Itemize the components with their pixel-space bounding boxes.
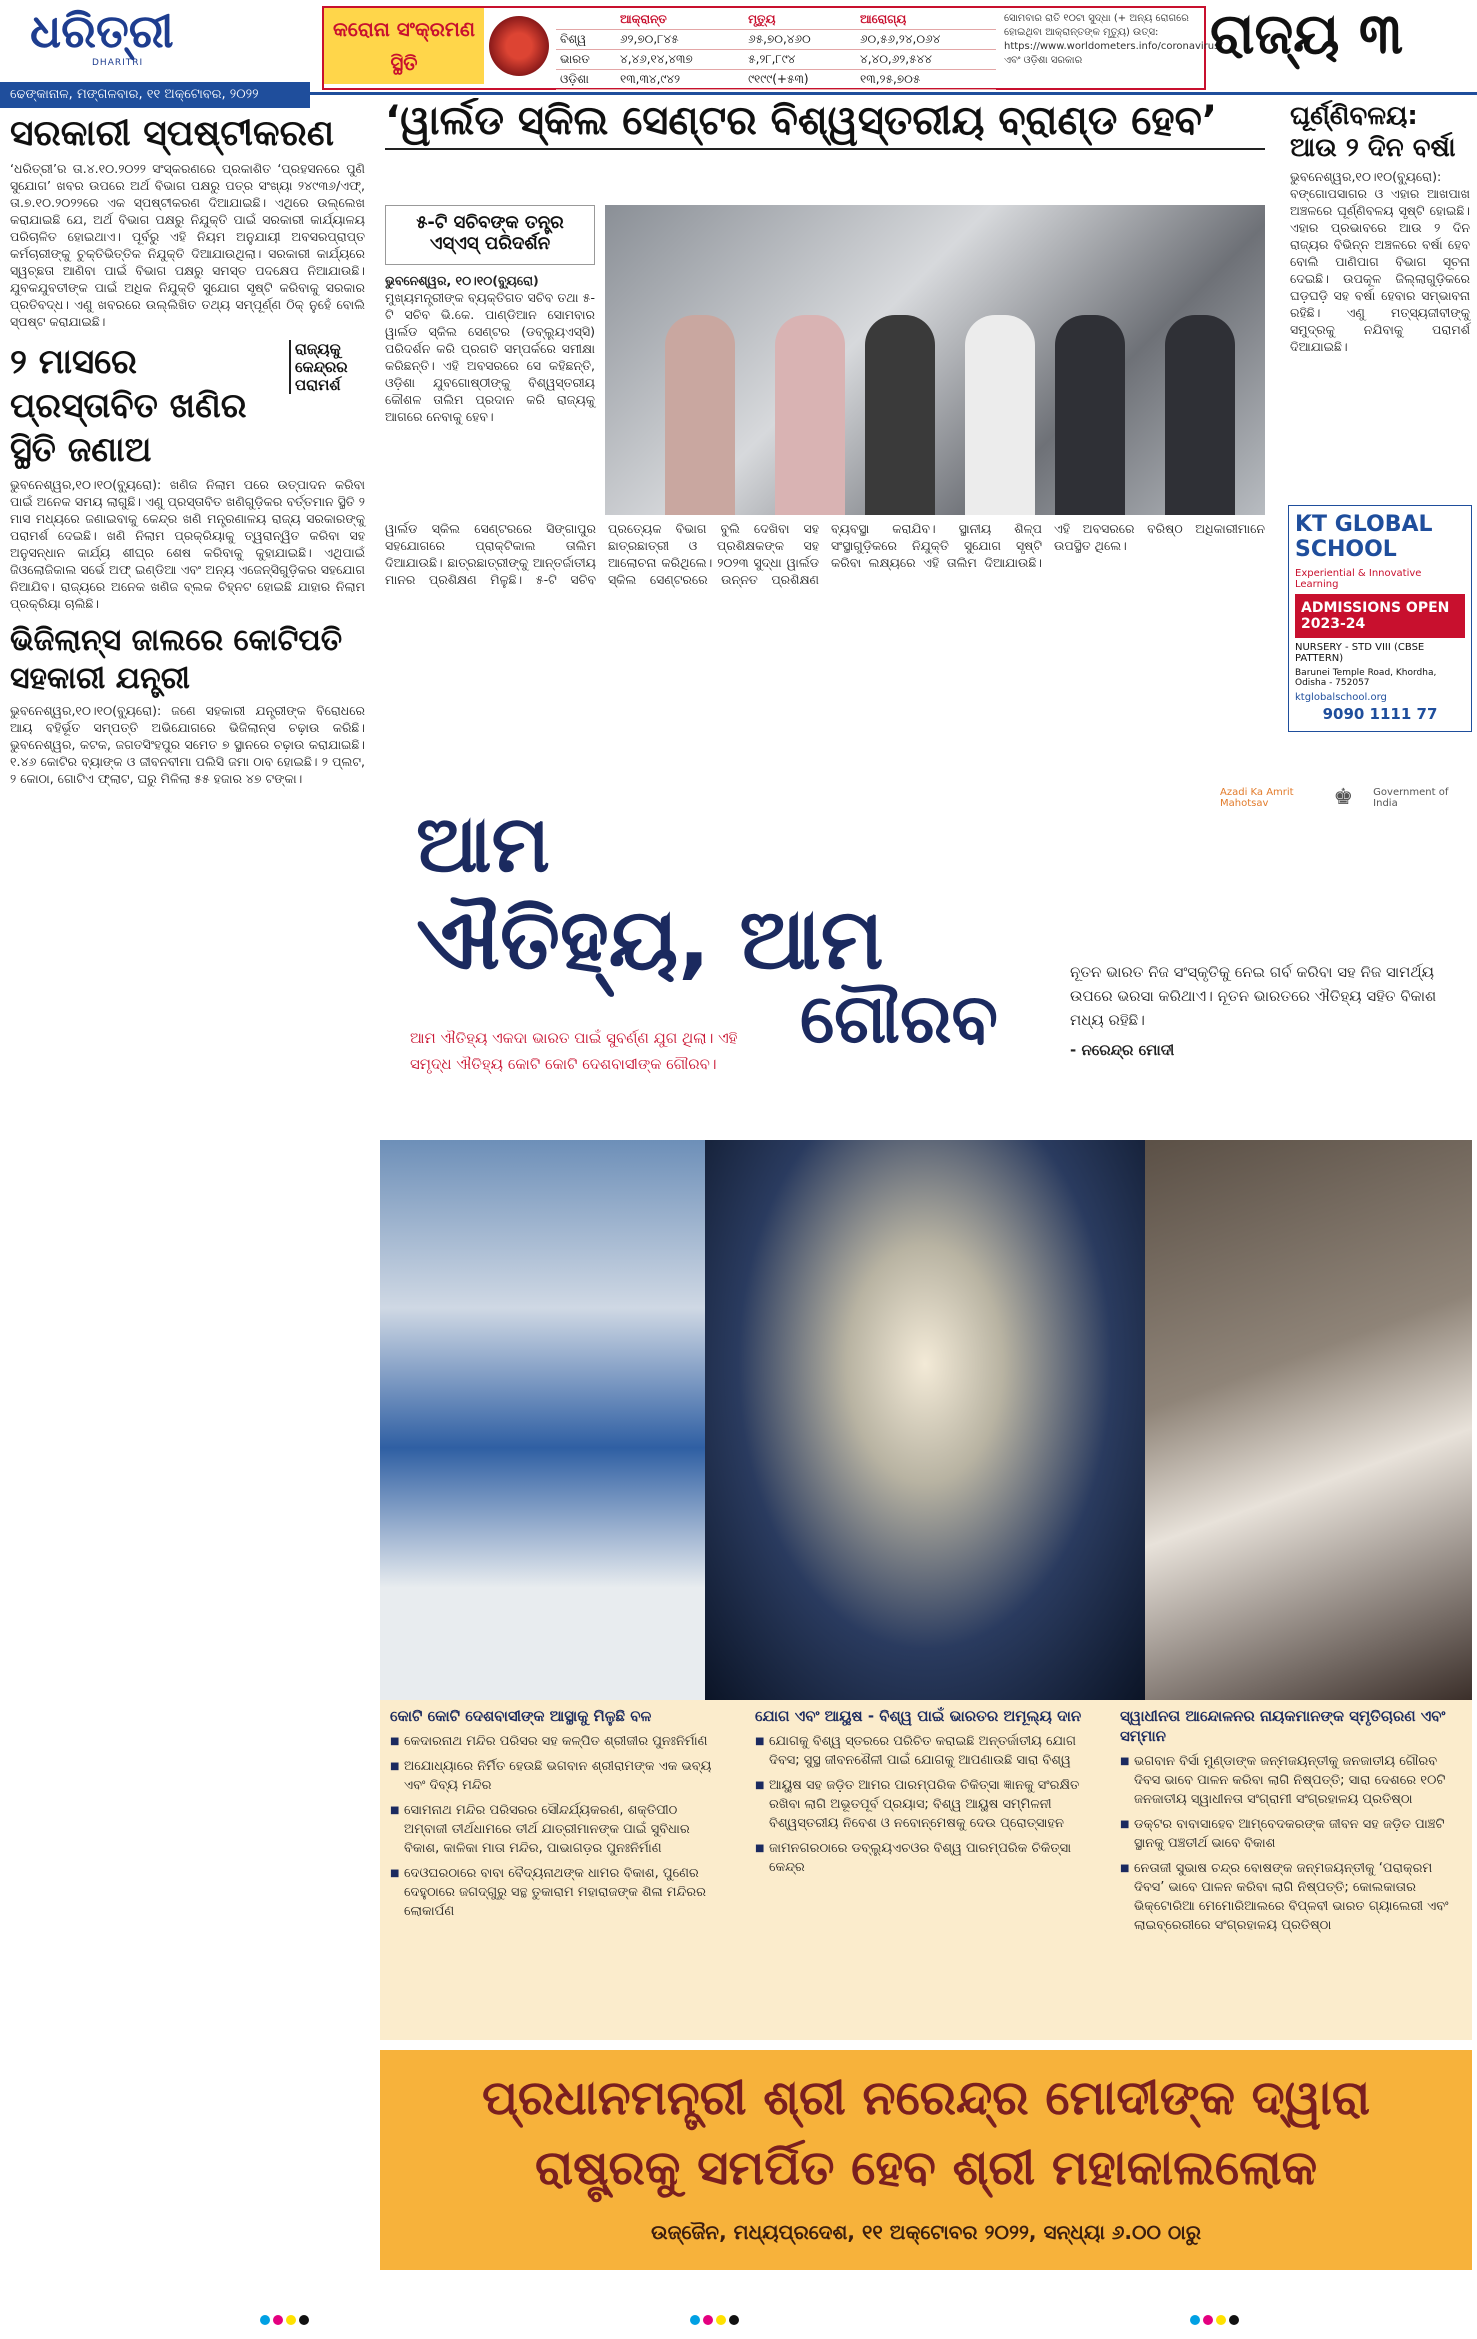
ad-phone: 9090 1111 77	[1322, 705, 1438, 723]
ad-website: ktglobalschool.org	[1295, 692, 1387, 703]
article-dateline: ଭୁବନେଶ୍ୱର, ୧୦।୧୦(ବ୍ୟୁରୋ)	[385, 273, 539, 288]
ad-headline: ଆମ	[416, 800, 550, 890]
gov-india-label: Government of India	[1373, 786, 1449, 809]
print-registration-marks	[0, 2310, 1477, 2330]
list-item: ■ ଭଗବାନ ବିର୍ସା ମୁଣ୍ଡାଙ୍କ ଜନ୍ମଜୟନ୍ତୀକୁ ଜନଜାତୀୟ ଗୌରବ ଦିବସ ଭାବେ ପାଳନ କରିବା ଲାଗି ନିଷ୍ପତ୍ତି; ସାରା ଦେଶରେ ୧୦ଟି ଜନଜାତୀୟ ସ୍ୱାଧୀନତା ସଂଗ୍ରାମୀ ସଂଗ୍ରହାଳୟ ପ୍ରତିଷ୍ଠା	[1120, 1752, 1455, 1809]
article-headline: ଘୂର୍ଣ୍ଣିବଳୟ: ଆଉ ୨ ଦିନ ବର୍ଷା	[1290, 101, 1456, 163]
ad-admissions: ADMISSIONS OPEN 2023-24	[1295, 594, 1465, 638]
achievement-column	[745, 1700, 1100, 2040]
mahakal-banner	[380, 2050, 1472, 2270]
column-title: ଯୋଗ ଏବଂ ଆୟୁଷ - ବିଶ୍ୱ ପାଇଁ ଭାରତର ଅମୂଲ୍ୟ ଦାନ	[755, 1707, 1082, 1725]
article-body: ଭୁବନେଶ୍ୱର,୧୦।୧୦(ବ୍ୟୁରୋ): ଖଣିଜ ନିଲାମ ପରେ ଉତ୍ପାଦନ କରିବା ପାଇଁ ଅନେକ ସମୟ ଲାଗୁଛି। ଏଣୁ ପ୍ରସ୍ତାବିତ ଖଣିଗୁଡ଼ିକର ବର୍ତ୍ତମାନ ସ୍ଥିତି ୨ ମାସ ମଧ୍ୟରେ ଜଣାଇବାକୁ କେନ୍ଦ୍ର ଖଣି ମନ୍ତ୍ରଣାଳୟ ରାଜ୍ୟ ସରକାରଙ୍କୁ ପରାମର୍ଶ ଦେଇଛି। ଖଣି ନିଲାମ ପ୍ରକ୍ରିୟାକୁ ତ୍ୱରାନ୍ୱିତ କରିବା ସହ ଅନୁସନ୍ଧାନ କାର୍ଯ୍ୟ ଶୀଘ୍ର ଶେଷ କରିବାକୁ କୁହାଯାଇଛି। ଏଥିପାଇଁ ଜିଓଲୋଜିକାଲ ସର୍ଭେ ଅଫ୍ ଇଣ୍ଡିଆ ଏବଂ ଅନ୍ୟ ଏଜେନ୍ସିଗୁଡ଼ିକର ସହଯୋଗ ନିଆଯିବ। ରାଜ୍ୟରେ ଅନେକ ଖଣିଜ ବ୍ଲକ ଚିହ୍ନଟ ହୋଇଛି ଯାହାର ନିଲାମ ପ୍ରକ୍ରିୟା ଚାଲିଛି।	[10, 477, 365, 611]
article-headline: ସରକାରୀ ସ୍ପଷ୍ଟୀକରଣ	[10, 113, 335, 154]
achievements-columns	[380, 1700, 1472, 2040]
list-item: ■ ଦେଓଘରଠାରେ ବାବା ବୈଦ୍ୟନାଥଙ୍କ ଧାମର ବିକାଶ, ପୁଣେର ଦେହୁଠାରେ ଜଗଦ୍‌ଗୁରୁ ସନ୍ଥ ତୁକାରାମ ମହାରାଜଙ୍କ ଶିଳା ମନ୍ଦିରର ଲୋକାର୍ପଣ	[390, 1864, 725, 1921]
covid-header: ମୃତ୍ୟୁ	[744, 10, 856, 30]
covid-cell: ୫,୨୮,୮୯୪	[744, 50, 856, 70]
ad-headline: ଐତିହ୍ୟ, ଆମ	[416, 890, 884, 988]
ad-address: Barunei Temple Road, Khordha, Odisha - 752057	[1295, 668, 1437, 688]
government-advertisement	[380, 760, 1472, 2285]
article-kicker: ରାଜ୍ୟକୁ କେନ୍ଦ୍ରର ପରାମର୍ଶ	[289, 340, 365, 394]
covid-row	[556, 70, 996, 90]
ad-subtext: ଆମ ଐତିହ୍ୟ ଏକଦା ଭାରତ ପାଇଁ ସୁବର୍ଣ୍ଣ ଯୁଗ ଥିଲା। ଏହି ସମୃଦ୍ଧ ଐତିହ୍ୟ କୋଟି କୋଟି ଦେଶବାସୀଙ୍କ ଗୌରବ।	[410, 1029, 738, 1073]
azadi-logo: Azadi Ka Amrit Mahotsav	[1220, 786, 1294, 809]
left-column	[10, 112, 365, 787]
article-body: ଭୁବନେଶ୍ୱର,୧୦।୧୦(ବ୍ୟୁରୋ): ବଙ୍ଗୋପସାଗର ଓ ଏହାର ଆଖପାଖ ଅଞ୍ଚଳରେ ଘୂର୍ଣ୍ଣିବଳୟ ସୃଷ୍ଟି ହୋଇଛି। ଏହାର ପ୍ରଭାବରେ ଆଉ ୨ ଦିନ ରାଜ୍ୟର ବିଭିନ୍ନ ଅଞ୍ଚଳରେ ବର୍ଷା ହେବ ବୋଲି ପାଣିପାଗ ବିଭାଗ ସୂଚନା ଦେଇଛି। ଉପକୂଳ ଜିଲ୍ଲାଗୁଡ଼ିକରେ ଘଡ଼ଘଡ଼ି ସହ ବର୍ଷା ହେବାର ସମ୍ଭାବନା ରହିଛି। ଏଣୁ ମତ୍ସ୍ୟଜୀବୀଙ୍କୁ ସମୁଦ୍ରକୁ ନଯିବାକୁ ପରାମର୍ଶ ଦିଆଯାଇଛି।	[1290, 169, 1470, 354]
article-headline: ଭିଜିଲାନ୍ସ ଜାଲରେ କୋଟିପତି ସହକାରୀ ଯନ୍ତ୍ରୀ	[10, 623, 343, 696]
achievement-column	[380, 1700, 735, 2040]
covid-cell: ବିଶ୍ୱ	[556, 30, 616, 50]
covid-cell: ୬୫,୭୦,୪୬୦	[744, 30, 856, 50]
banner-line: ରାଷ୍ଟ୍ରକୁ ସମର୍ପିତ ହେବ ଶ୍ରୀ ମହାକାଲଲୋକ	[534, 2140, 1318, 2196]
article-body: ମୁଖ୍ୟମନ୍ତ୍ରୀଙ୍କ ବ୍ୟକ୍ତିଗତ ସଚିବ ତଥା ୫-ଟି ସଚିବ ଭି.କେ. ପାଣ୍ଡିଆନ ସୋମବାର ୱାର୍ଲଡ ସ୍କିଲ ସେଣ୍ଟର (ଡବ୍ଲ୍ୟୁଏସ୍‌ସି) ପରିଦର୍ଶନ କରି ପ୍ରଗତି ସମ୍ପର୍କରେ ସମୀକ୍ଷା କରିଛନ୍ତି। ଏହି ଅବସରରେ ସେ କହିଛନ୍ତି, ଓଡ଼ିଶା ଯୁବଗୋଷ୍ଠୀଙ୍କୁ ବିଶ୍ୱସ୍ତରୀୟ କୌଶଳ ତାଲିମ ପ୍ରଦାନ କରି ରାଜ୍ୟକୁ ଆଗରେ ନେବାକୁ ହେବ।	[385, 290, 595, 424]
dateline: ଢେଙ୍କାନାଳ, ମଙ୍ଗଳବାର, ୧୧ ଅକ୍ଟୋବର, ୨୦୨୨	[0, 82, 310, 108]
school-advertisement[interactable]	[1288, 505, 1472, 732]
ad-tagline: Experiential & Innovative Learning	[1295, 568, 1422, 590]
masthead	[0, 0, 1477, 95]
quote-text: ନୂତନ ଭାରତ ନିଜ ସଂସ୍କୃତିକୁ ନେଇ ଗର୍ବ କରିବା ସହ ନିଜ ସାମର୍ଥ୍ୟ ଉପରେ ଭରସା କରିଥାଏ। ନୂତନ ଭାରତରେ ଐତିହ୍ୟ ସହିତ ବିକାଶ ମଧ୍ୟ ରହିଛି।	[1070, 963, 1437, 1029]
article-column	[385, 272, 595, 425]
covid-row	[556, 50, 996, 70]
column-title: ସ୍ୱାଧୀନତା ଆନ୍ଦୋଳନର ନାୟକମାନଙ୍କ ସ୍ମୃତିଚାରଣ ଏବଂ ସମ୍ମାନ	[1120, 1707, 1446, 1745]
covid-header: ଆରୋଗ୍ୟ	[856, 10, 996, 30]
skill-center-photo	[605, 205, 1265, 515]
column-title: କୋଟି କୋଟି ଦେଶବାସୀଙ୍କ ଆସ୍ଥାକୁ ମିଳୁଛି ବଳ	[390, 1707, 652, 1725]
ad-school-name: KT GLOBAL SCHOOL	[1295, 512, 1433, 562]
covid-cell: ୯୧୯୯(+୫୩)	[744, 70, 856, 90]
covid-status-box	[322, 6, 1223, 90]
achievement-column	[1110, 1700, 1465, 2040]
list-item: ■ କେଦାରନାଥ ମନ୍ଦିର ପରିସର ସହ କଳ୍ପିତ ଶ୍ରୀଜୀର ପୁନଃନିର୍ମାଣ	[390, 1732, 725, 1751]
covid-header: ଆକ୍ରାନ୍ତ	[616, 10, 744, 30]
covid-title: କରୋନା ସଂକ୍ରମଣ ସ୍ଥିତି	[324, 8, 484, 84]
covid-cell: ୬୦,୫୬,୨୪,୦୬୪	[856, 30, 996, 50]
shiva-statue-photo	[705, 1140, 1145, 1700]
covid-cell: ୧୩,୩୪,୯୪୨	[616, 70, 744, 90]
quote-author: - ନରେନ୍ଦ୍ର ମୋଦୀ	[1070, 1041, 1175, 1059]
list-item: ■ ଜାମନଗରଠାରେ ଡବ୍ଲ୍ୟୁଏଚଓର ବିଶ୍ୱ ପାରମ୍ପରିକ ଚିକିତ୍ସା କେନ୍ଦ୍ର	[755, 1839, 1090, 1877]
banner-event-details: ଉଜ୍ଜୈନ, ମଧ୍ୟପ୍ରଦେଶ, ୧୧ ଅକ୍ଟୋବର ୨୦୨୨, ସନ୍ଧ୍ୟା ୬.୦୦ ଠାରୁ	[650, 2220, 1201, 2244]
ad-headline: ଗୌରବ	[800, 980, 998, 1059]
covid-header	[556, 10, 616, 30]
article-body: ‘ଧରିତ୍ରୀ’ର ତା.୪.୧୦.୨୦୨୨ ସଂସ୍କରଣରେ ପ୍ରକାଶିତ ‘ପ୍ରହସନରେ ପୁଣି ସୁଯୋଗ’ ଖବର ଉପରେ ଅର୍ଥ ବିଭାଗ ପକ୍ଷରୁ ପତ୍ର ସଂଖ୍ୟା ୨୪୯୩୬/ଏଫ୍, ତା.୭.୧୦.୨୦୨୨ରେ ଏକ ସ୍ପଷ୍ଟୀକରଣ ଦିଆଯାଇଛି। ଏଥିରେ ଉଲ୍ଲେଖ କରାଯାଇଛି ଯେ, ଅର୍ଥ ବିଭାଗ ପକ୍ଷରୁ ନିଯୁକ୍ତି ପାଇଁ ସରକାରୀ କାର୍ଯ୍ୟାଳୟ ପରିଚାଳିତ ହୋଇଥାଏ। ପୂର୍ବରୁ ଏହି ନିୟମ ଅନୁଯାୟୀ ଅବସରପ୍ରାପ୍ତ କର୍ମଚାରୀଙ୍କୁ ଚୁକ୍ତିଭିତ୍ତିକ ନିଯୁକ୍ତି ଦିଆଯାଉଥିଲା। ସରକାରୀ କାର୍ଯ୍ୟରେ ସ୍ୱଚ୍ଛତା ଆଣିବା ପାଇଁ ବିଭାଗ ପକ୍ଷରୁ ସମସ୍ତ ପଦକ୍ଷେପ ନିଆଯାଉଛି। ଯୁବକଯୁବତୀଙ୍କ ପାଇଁ ଅଧିକ ନିଯୁକ୍ତି ସୁଯୋଗ ସୃଷ୍ଟି କରିବାକୁ ସରକାର ପ୍ରତିବଦ୍ଧ। ଏଣୁ ଖବରରେ ଉଲ୍ଲିଖିତ ତଥ୍ୟ ସମ୍ପୂର୍ଣ୍ଣ ଠିକ୍ ନୁହେଁ ବୋଲି ସ୍ପଷ୍ଟ କରାଯାଇଛି।	[10, 161, 365, 329]
list-item: ■ ଆୟୁଷ ସହ ଜଡ଼ିତ ଆମର ପାରମ୍ପରିକ ଚିକିତ୍ସା ଜ୍ଞାନକୁ ସଂରକ୍ଷିତ ରଖିବା ଲାଗି ଅଭୂତପୂର୍ବ ପ୍ରୟାସ; ବିଶ୍ୱ ଆୟୁଷ ସମ୍ମିଳନୀ ବିଶ୍ୱସ୍ତରୀୟ ନିବେଶ ଓ ନବୋନ୍ମେଷକୁ ଦେଉ ପ୍ରୋତ୍ସାହନ	[755, 1776, 1090, 1833]
list-item: ■ ଅଯୋଧ୍ୟାରେ ନିର୍ମିତ ହେଉଛି ଭଗବାନ ଶ୍ରୀରାମଙ୍କ ଏକ ଭବ୍ୟ ଏବଂ ଦିବ୍ୟ ମନ୍ଦିର	[390, 1757, 725, 1795]
right-column	[1290, 100, 1470, 355]
covid-cell: ଓଡ଼ିଶା	[556, 70, 616, 90]
covid-cell: ୪,୪୬,୧୪,୪୩୭	[616, 50, 744, 70]
article-subhead-box: ୫-ଟି ସଚିବଙ୍କ ତନ୍ତ୍ର ଏସ୍‌ଏସ୍ ପରିଦର୍ଶନ	[385, 205, 595, 265]
list-item: ■ ଯୋଗକୁ ବିଶ୍ୱ ସ୍ତରରେ ପରିଚିତ କରାଇଛି ଅନ୍ତର୍ଜାତୀୟ ଯୋଗ ଦିବସ; ସୁସ୍ଥ ଜୀବନଶୈଳୀ ପାଇଁ ଯୋଗକୁ ଆପଣାଉଛି ସାରା ବିଶ୍ୱ	[755, 1732, 1090, 1770]
list-item: ■ ନେତାଜୀ ସୁଭାଷ ଚନ୍ଦ୍ର ବୋଷଙ୍କ ଜନ୍ମଜୟନ୍ତୀକୁ ‘ପରାକ୍ରମ ଦିବସ’ ଭାବେ ପାଳନ କରିବା ଲାଗି ନିଷ୍ପତ୍ତି; କୋଲକାତାର ଭିକ୍ଟୋରିଆ ମେମୋରିଆଲରେ ବିପ୍ଳବୀ ଭାରତ ଗ୍ୟାଲେରୀ ଏବଂ ଲାଇବ୍ରେରୀରେ ସଂଗ୍ରହାଳୟ ପ୍ରତିଷ୍ଠା	[1120, 1859, 1455, 1935]
list-item: ■ ସୋମନାଥ ମନ୍ଦିର ପରିସରର ସୌନ୍ଦର୍ଯ୍ୟକରଣ, ଶକ୍ତିପୀଠ ଅମ୍ବାଜୀ ତୀର୍ଥଧାମରେ ତୀର୍ଥ ଯାତ୍ରୀମାନଙ୍କ ପାଇଁ ସୁବିଧାର ବିକାଶ, କାଳିକା ମାତା ମନ୍ଦିର, ପାଭାଗଡ଼ର ପୁନଃନିର୍ମାଣ	[390, 1801, 725, 1858]
newspaper-logo-sub: DHARITRI	[92, 58, 144, 68]
article-headline: ୨ ମାସରେ ପ୍ରସ୍ତାବିତ ଖଣିର ସ୍ଥିତି ଜଣାଅ	[10, 342, 247, 470]
list-item: ■ ଡକ୍ଟର ବାବାସାହେବ ଆମ୍ବେଦକରଙ୍କ ଜୀବନ ସହ ଜଡ଼ିତ ପାଞ୍ଚଟି ସ୍ଥାନକୁ ପଞ୍ଚତୀର୍ଥ ଭାବେ ବିକାଶ	[1120, 1815, 1455, 1853]
yoga-photo	[380, 1140, 705, 1700]
article-body: ଭୁବନେଶ୍ୱର,୧୦।୧୦(ବ୍ୟୁରୋ): ଜଣେ ସହକାରୀ ଯନ୍ତ୍ରୀଙ୍କ ବିରୋଧରେ ଆୟ ବହିର୍ଭୂତ ସମ୍ପତ୍ତି ଅଭିଯୋଗରେ ଭିଜିଲାନ୍ସ ଚଢ଼ାଉ କରିଛି। ଭୁବନେଶ୍ୱର, କଟକ, ଜଗତସିଂହପୁର ସମେତ ୭ ସ୍ଥାନରେ ଚଢ଼ାଉ କରାଯାଇଛି। ୧.୪୬ କୋଟିର ବ୍ୟାଙ୍କ ଓ ଜୀବନବୀମା ପଲିସି ଜମା ଠାବ ହୋଇଛି। ୨ ପ୍ଲଟ, ୨ କୋଠା, ଗୋଟିଏ ଫ୍ଲାଟ, ଘରୁ ମିଳିଲା ୫୫ ହଜାର ୪୭ ଟଙ୍କା।	[10, 703, 365, 786]
article-body: ୱାର୍ଲଡ ସ୍କିଲ ସେଣ୍ଟରରେ ସିଙ୍ଗାପୁର ସହଯୋଗରେ ପ୍ରାକ୍ଟିକାଲ ତାଲିମ ଦିଆଯାଉଛି। ଛାତ୍ରଛାତ୍ରୀଙ୍କୁ ଆନ୍ତର୍ଜାତୀୟ ମାନର ପ୍ରଶିକ୍ଷଣ ମିଳୁଛି। ୫-ଟି ସଚିବ ପ୍ରତ୍ୟେକ ବିଭାଗ ବୁଲି ଦେଖିବା ସହ ଛାତ୍ରଛାତ୍ରୀ ଓ ପ୍ରଶିକ୍ଷକଙ୍କ ସହ ଆଲୋଚନା କରିଥିଲେ। ୨୦୨୩ ସୁଦ୍ଧା ୱାର୍ଲଡ ସ୍କିଲ ସେଣ୍ଟରରେ ଉନ୍ନତ ପ୍ରଶିକ୍ଷଣ ବ୍ୟବସ୍ଥା କରାଯିବ। ସ୍ଥାନୀୟ ଶିଳ୍ପ ସଂସ୍ଥାଗୁଡ଼ିକରେ ନିଯୁକ୍ତି ସୁଯୋଗ ସୃଷ୍ଟି କରିବା ଲକ୍ଷ୍ୟରେ ଏହି ତାଲିମ ଦିଆଯାଉଛି। ଏହି ଅବସରରେ ବରିଷ୍ଠ ଅଧିକାରୀମାନେ ଉପସ୍ଥିତ ଥିଲେ।	[385, 521, 1265, 587]
gov-logos	[1220, 785, 1450, 845]
banner-line: ପ୍ରଧାନମନ୍ତ୍ରୀ ଶ୍ରୀ ନରେନ୍ଦ୍ର ମୋଦୀଙ୍କ ଦ୍ୱାରା	[481, 2070, 1371, 2126]
covid-cell: ୧୩,୨୫,୭୦୫	[856, 70, 996, 90]
covid-cell: ଭାରତ	[556, 50, 616, 70]
government-emblem-icon: ♚	[1333, 785, 1354, 810]
article-columns	[385, 520, 1265, 588]
covid-note: ସୋମବାର ରାତି ୧୦ଟା ସୁଦ୍ଧା (+ ଅନ୍ୟ ରୋଗରେ ହୋଇଥିବା ଆକ୍ରାନ୍ତଙ୍କ ମୃତ୍ୟୁ) ଉତ୍ସ: https://www.worldometers.info/coronavirus/ ଏବଂ ଓଡ଼ିଶା ସରକାର	[1004, 13, 1223, 66]
main-headline: ‘ୱାର୍ଲଡ ସ୍କିଲ ସେଣ୍ଟର ବିଶ୍ୱସ୍ତରୀୟ ବ୍ରାଣ୍ଡ ହେବ’	[385, 98, 1265, 150]
ad-grades: NURSERY - STD VIII (CBSE PATTERN)	[1295, 642, 1425, 664]
covid-row	[556, 30, 996, 50]
section-title: ରାଜ୍ୟ ୩	[1210, 2, 1403, 67]
pm-quote	[1070, 960, 1460, 1062]
pm-prayer-photo	[1145, 1140, 1472, 1700]
covid-cell: ୪,୪୦,୬୨,୫୪୪	[856, 50, 996, 70]
virus-icon	[489, 16, 549, 76]
heritage-photos	[380, 1140, 1472, 1700]
covid-table	[556, 10, 996, 90]
newspaper-logo: ଧରିତ୍ରୀ	[30, 4, 174, 58]
covid-cell: ୬୨,୭୦,୮୪୫	[616, 30, 744, 50]
